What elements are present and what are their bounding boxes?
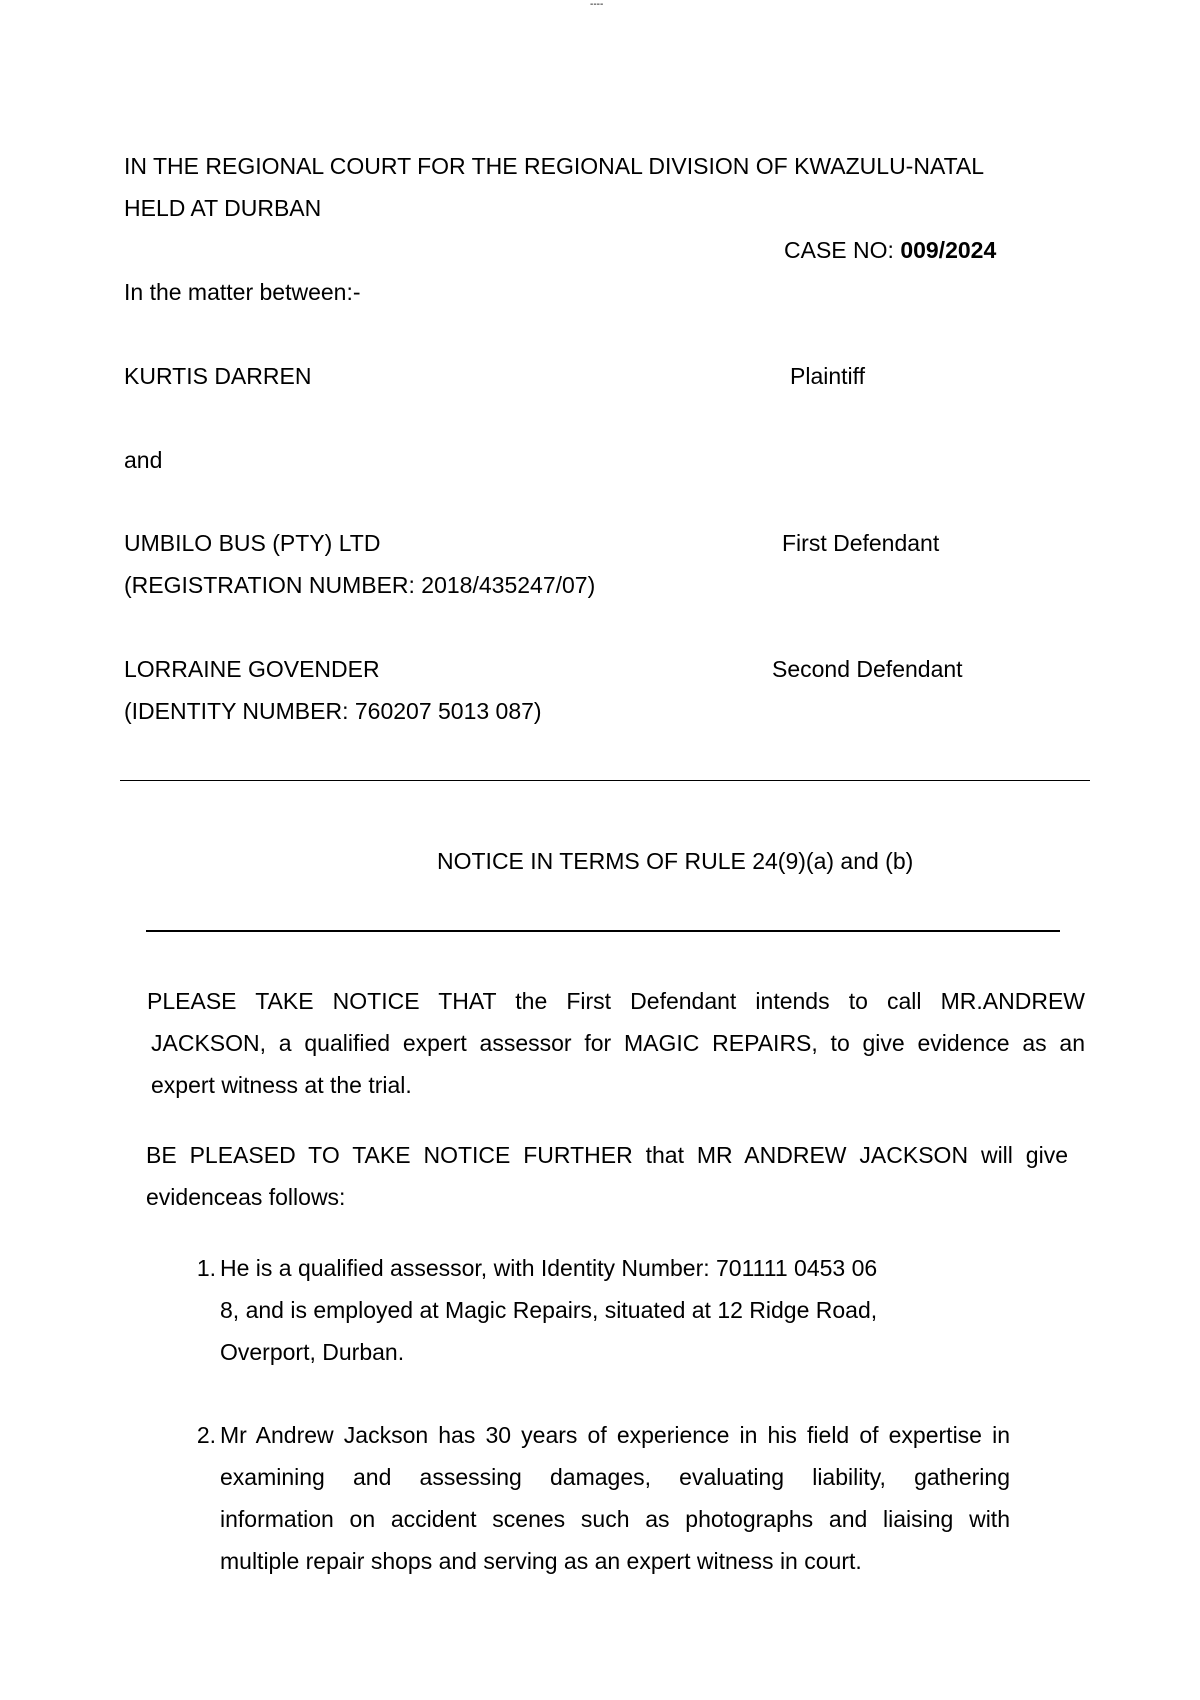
plaintiff-role: Plaintiff [790,363,866,389]
list-item-line: Mr Andrew Jackson has 30 years of experience in his field of expertise in [220,1422,1010,1448]
first-defendant-registration: (REGISTRATION NUMBER: 2018/435247/07) [124,572,596,598]
second-defendant-identity: (IDENTITY NUMBER: 760207 5013 087) [124,698,542,724]
first-defendant-name: UMBILO BUS (PTY) LTD [124,530,381,556]
first-defendant-role: First Defendant [782,530,940,556]
page-top-mark: ---- [590,0,604,10]
list-item-line: multiple repair shops and serving as an expert witness in court. [220,1548,862,1574]
list-item-line: Overport, Durban. [220,1339,405,1365]
paragraph-2-line-1: BE PLEASED TO TAKE NOTICE FURTHER that MR ANDREW JACKSON will give [146,1142,1068,1168]
list-item-number: 1. [196,1255,216,1281]
case-number [784,229,996,271]
list-item-line: 8, and is employed at Magic Repairs, situated at 12 Ridge Road, [220,1297,878,1323]
list-item-line: He is a qualified assessor, with Identity Number: 701111 0453 06 [220,1255,878,1281]
list-item-line: information on accident scenes such as photographs and liaising with [220,1506,1010,1532]
second-defendant-name: LORRAINE GOVENDER [124,656,380,682]
list-item-number: 2. [196,1422,216,1448]
list-item-line: examining and assessing damages, evaluating liability, gathering [220,1464,1010,1490]
court-heading: IN THE REGIONAL COURT FOR THE REGIONAL DIVISION OF KWAZULU-NATAL [124,153,985,179]
case-number-value: 009/2024 [900,237,997,263]
notice-title: NOTICE IN TERMS OF RULE 24(9)(a) and (b) [437,848,914,874]
divider-lower [146,930,1060,932]
paragraph-1-line-2: JACKSON, a qualified expert assessor for MAGIC REPAIRS, to give evidence as an [151,1030,1085,1056]
paragraph-2-line-2: evidenceas follows: [146,1184,346,1210]
paragraph-1-line-3: expert witness at the trial. [151,1072,412,1098]
second-defendant-role: Second Defendant [772,656,963,682]
and-separator: and [124,447,163,473]
divider-upper [120,780,1090,781]
case-number-label: CASE NO: [784,237,901,263]
plaintiff-name: KURTIS DARREN [124,363,312,389]
paragraph-1-line-1: PLEASE TAKE NOTICE THAT the First Defendant intends to call MR.ANDREW [147,988,1085,1014]
held-at-line: HELD AT DURBAN [124,195,322,221]
matter-between: In the matter between:- [124,279,361,305]
